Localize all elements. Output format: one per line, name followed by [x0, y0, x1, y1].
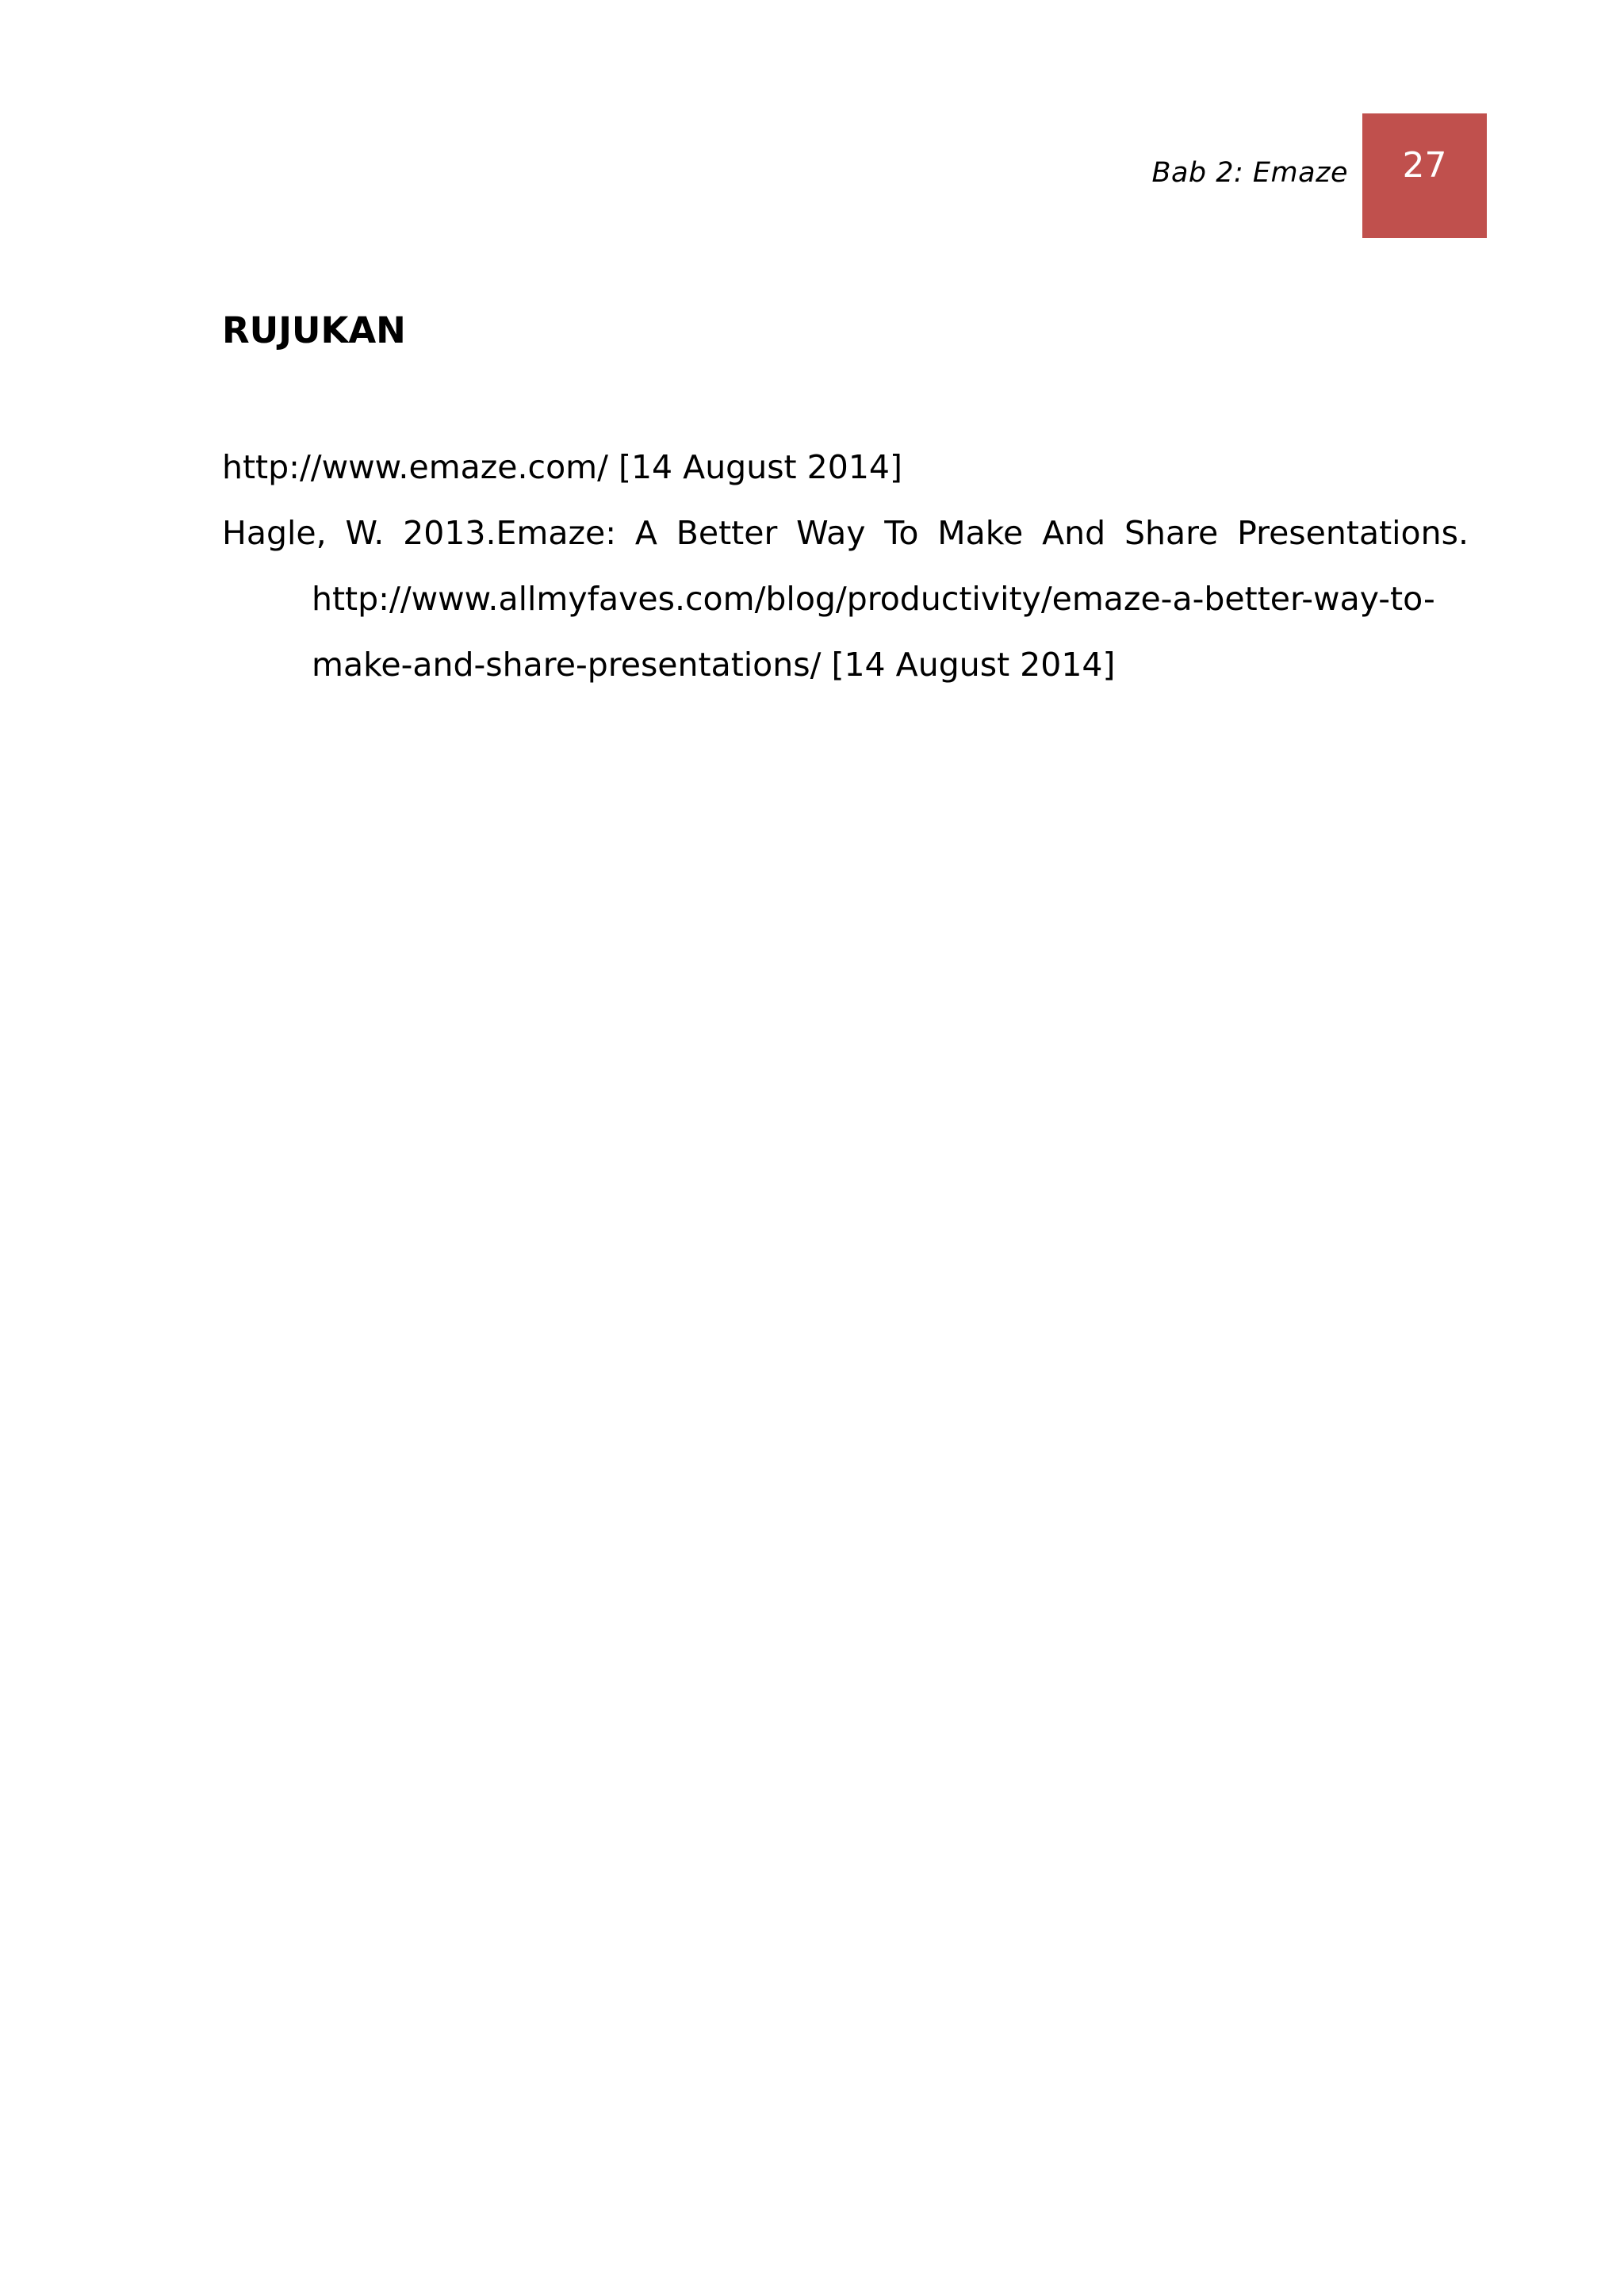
reference-list	[222, 435, 1469, 698]
page-number-badge	[1362, 113, 1487, 238]
page-number: 27	[1402, 145, 1447, 186]
section-heading: RUJUKAN	[222, 309, 406, 351]
running-header: Bab 2: Emaze	[1151, 157, 1348, 189]
reference-item: Hagle, W. 2013.Emaze: A Better Way To Make And Share Presentations. http://www.allmyfaves.com/blog/productivity/emaze-a-better-way-to-make-and-share-presentations/ [14 August 2014]	[222, 514, 1469, 684]
reference-item: http://www.emaze.com/ [14 August 2014]	[222, 448, 902, 486]
